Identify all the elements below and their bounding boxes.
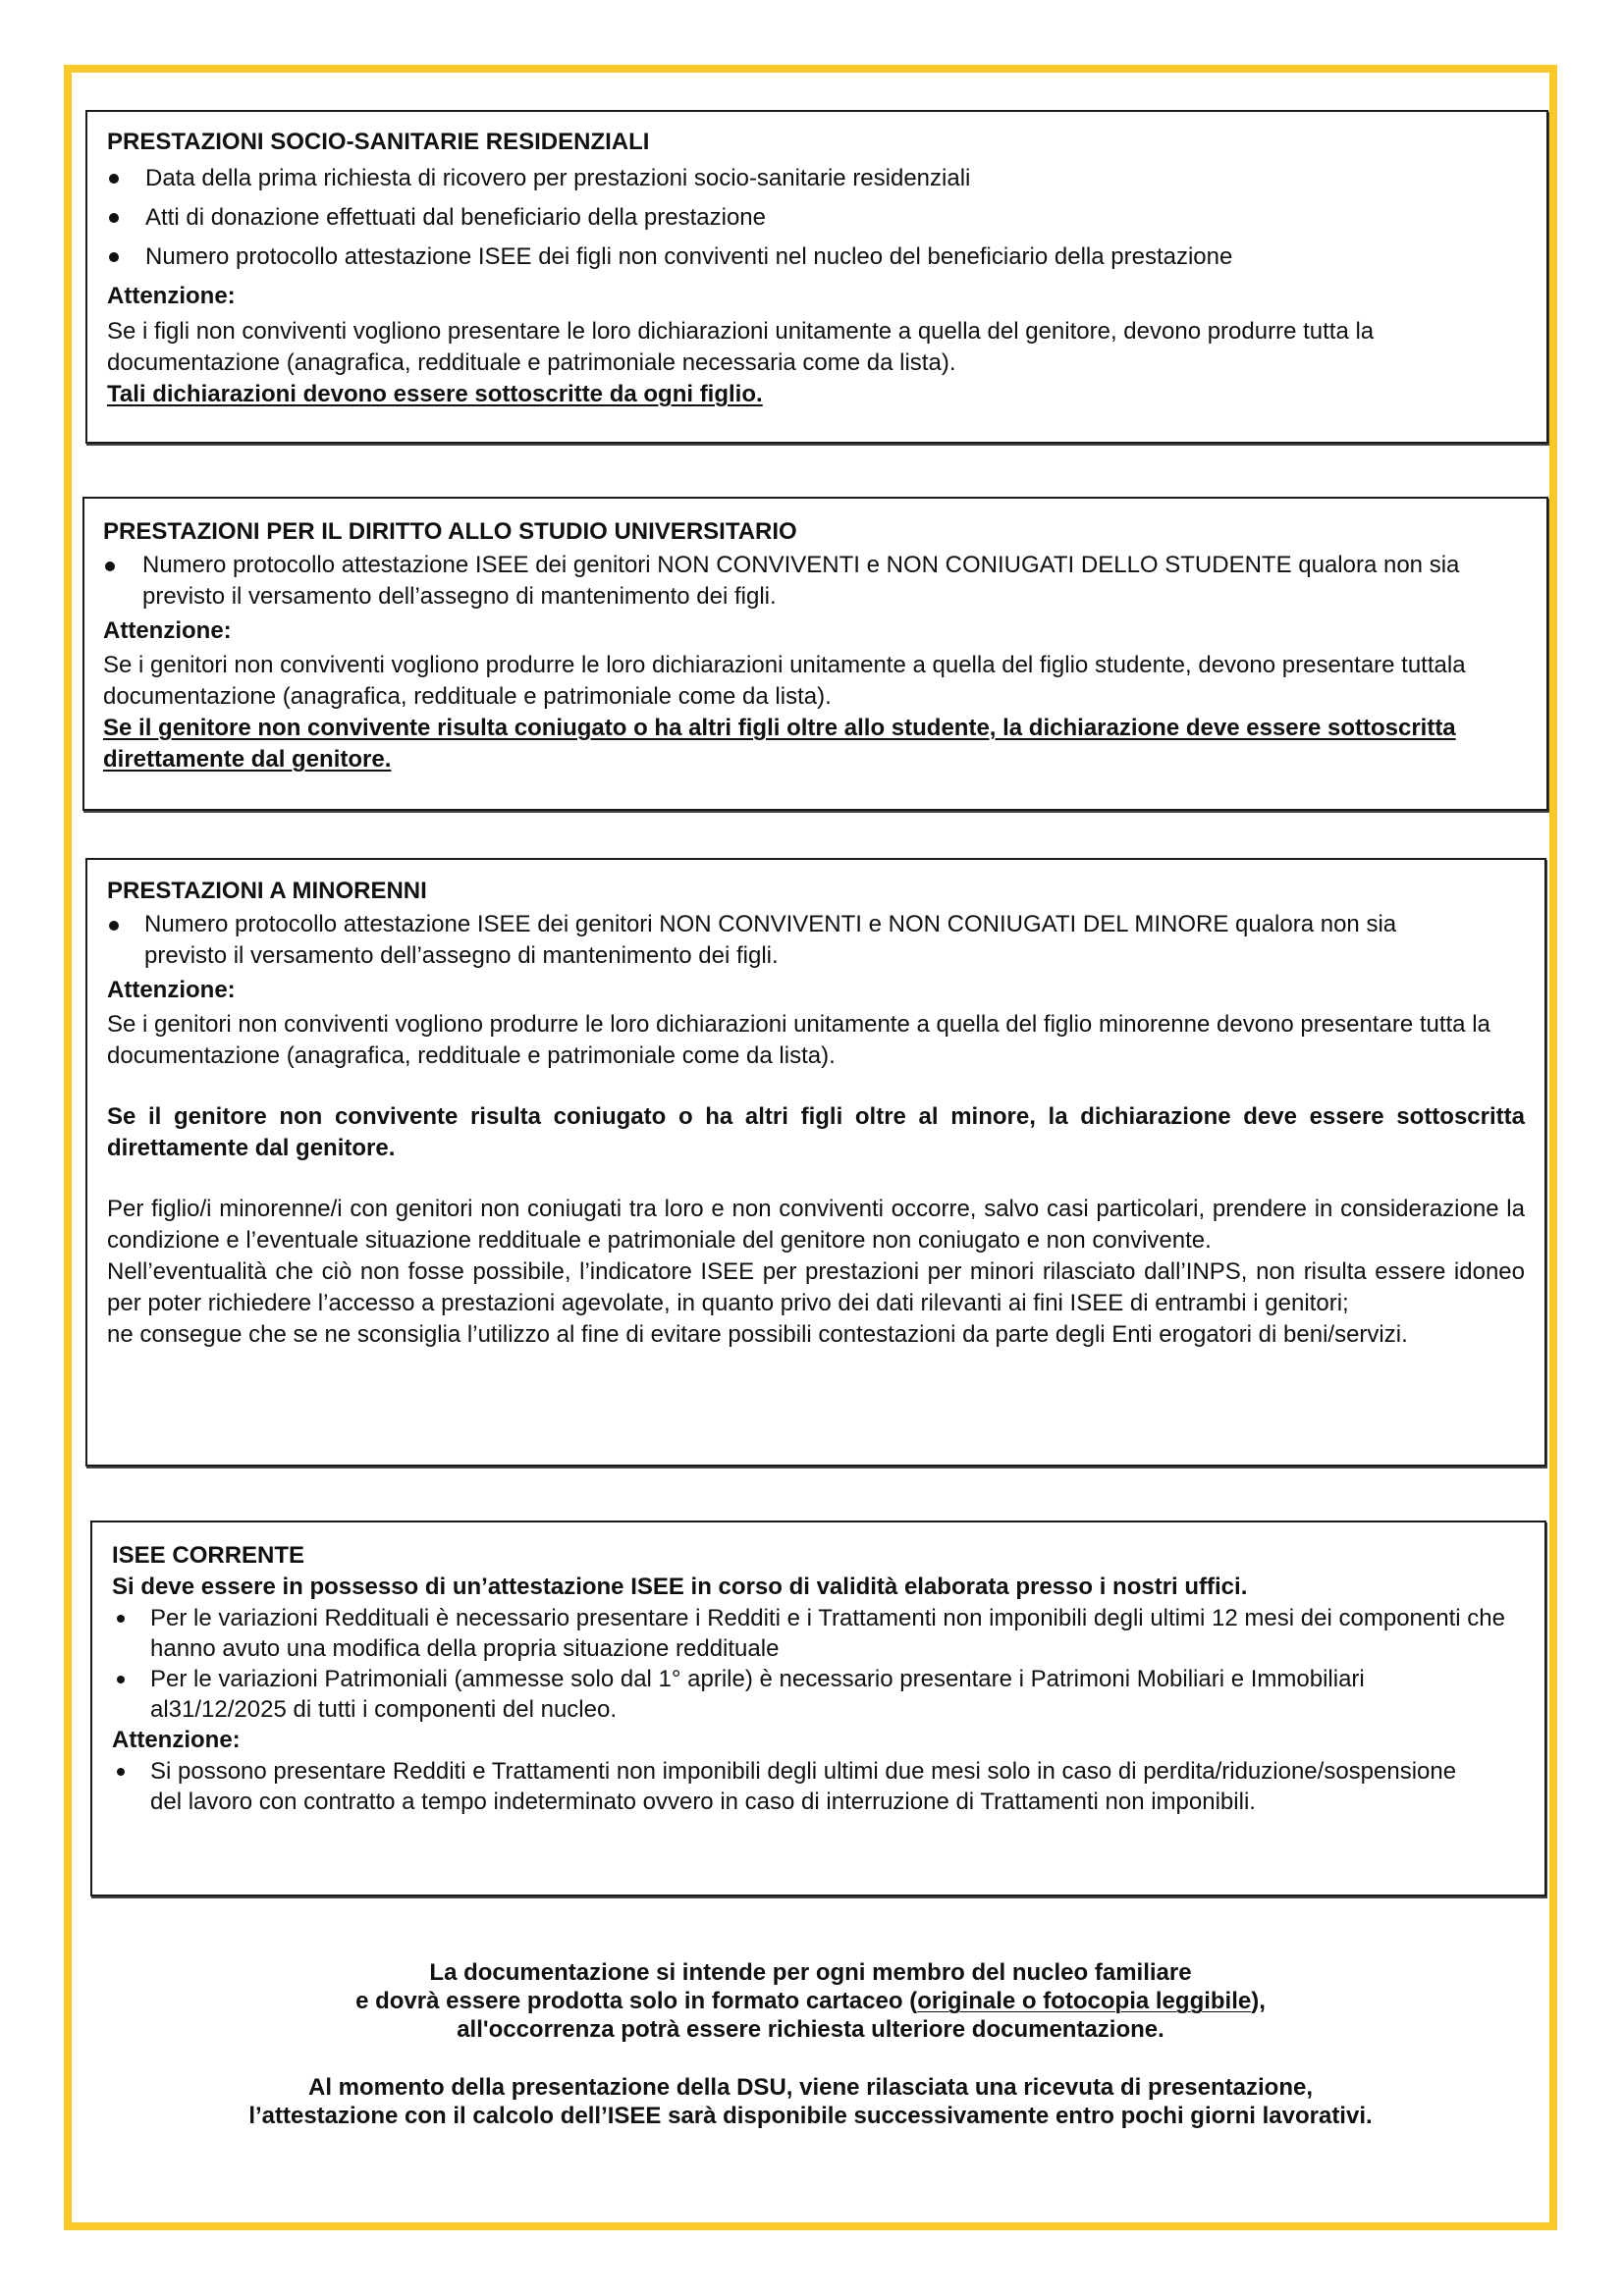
- list-item: Si possono presentare Redditi e Trattamenti non imponibili degli ultimi due mesi solo in caso di perdita/riduzione/sospensione del lavoro con contratto a tempo indeterminato ovvero in caso di interruzione di Trattamenti non imponibili.: [112, 1756, 1505, 1817]
- attention-label: Attenzione:: [112, 1727, 241, 1753]
- section-title: ISEE CORRENTE: [112, 1542, 305, 1569]
- footer-line: e dovrà essere prodotta solo in formato cartaceo (originale o fotocopia leggibile),: [355, 1988, 1266, 2014]
- list-item: Atti di donazione effettuati dal beneficiario della prestazione: [107, 198, 1527, 238]
- footer-line: l’attestazione con il calcolo dell’ISEE sarà disponibile successivamente entro pochi giorni lavorativi.: [248, 2103, 1373, 2129]
- bullet-dot-icon: [109, 252, 119, 262]
- bullet-dot-icon: [117, 1768, 125, 1776]
- section-diritto-studio: [82, 497, 1548, 811]
- attention-label: Attenzione:: [107, 283, 236, 309]
- bullet-dot-icon: [117, 1615, 125, 1623]
- section-socio-sanitarie: [85, 110, 1548, 444]
- section-minorenni: [85, 858, 1546, 1467]
- list-item: Numero protocollo attestazione ISEE dei genitori NON CONVIVENTI e NON CONIUGATI DEL MINORE qualora non sia previsto il versamento dell’assegno di mantenimento dei figli.: [107, 909, 1525, 972]
- section-title: PRESTAZIONI A MINORENNI: [107, 878, 427, 904]
- note-paragraph: ne consegue che se ne sconsiglia l’utilizzo al fine di evitare possibili contestazioni da parte degli Enti erogatori di beni/servizi.: [107, 1321, 1408, 1348]
- bullet-list: [112, 1603, 1505, 1725]
- footer-line: La documentazione si intende per ogni membro del nucleo familiare: [429, 1959, 1192, 1986]
- bullet-list: [103, 550, 1507, 613]
- list-item: Per le variazioni Reddituali è necessario presentare i Redditi e i Trattamenti non imponibili degli ultimi 12 mesi dei componenti che hanno avuto una modifica della propria situazione reddituale: [112, 1603, 1505, 1664]
- attention-emphasis: Se il genitore non convivente risulta coniugato o ha altri figli oltre allo studente, la dichiarazione deve essere sottoscritta direttamente dal genitore.: [103, 715, 1456, 773]
- section-isee-corrente: [90, 1521, 1546, 1896]
- list-item: Numero protocollo attestazione ISEE dei genitori NON CONVIVENTI e NON CONIUGATI DELLO STUDENTE qualora non sia previsto il versamento dell’assegno di mantenimento dei figli.: [103, 550, 1507, 613]
- section-title: PRESTAZIONI PER IL DIRITTO ALLO STUDIO UNIVERSITARIO: [103, 518, 797, 545]
- attention-emphasis: Tali dichiarazioni devono essere sottoscritte da ogni figlio.: [107, 381, 763, 407]
- attention-text: Se i figli non conviventi vogliono presentare le loro dichiarazioni unitamente a quella del genitore, devono produrre tutta la documentazione (anagrafica, reddituale e patrimoniale necessaria come da lista).: [107, 318, 1375, 376]
- section-subtitle: Si deve essere in possesso di un’attestazione ISEE in corso di validità elaborata presso i nostri uffici.: [112, 1574, 1248, 1600]
- footer-line: Al momento della presentazione della DSU, viene rilasciata una ricevuta di presentazione,: [308, 2074, 1313, 2101]
- footer-line: all'occorrenza potrà essere richiesta ulteriore documentazione.: [457, 2016, 1164, 2043]
- bullet-dot-icon: [105, 561, 115, 571]
- footer-note-documentation: [72, 1958, 1549, 2044]
- bullet-list: [107, 159, 1527, 277]
- section-title: PRESTAZIONI SOCIO-SANITARIE RESIDENZIALI: [107, 129, 650, 155]
- bullet-list: [107, 909, 1525, 972]
- list-item: Numero protocollo attestazione ISEE dei figli non conviventi nel nucleo del beneficiario della prestazione: [107, 238, 1527, 277]
- bullet-dot-icon: [109, 921, 119, 931]
- bullet-dot-icon: [109, 174, 119, 184]
- list-item: Per le variazioni Patrimoniali (ammesse solo dal 1° aprile) è necessario presentare i Patrimoni Mobiliari e Immobiliari al31/12/2025 di tutti i componenti del nucleo.: [112, 1664, 1505, 1725]
- bullet-dot-icon: [117, 1676, 125, 1683]
- footer-underlined-text: originale o fotocopia leggibile: [917, 1988, 1252, 2014]
- list-item: Data della prima richiesta di ricovero per prestazioni socio-sanitarie residenziali: [107, 159, 1527, 198]
- attention-text: Se i genitori non conviventi vogliono produrre le loro dichiarazioni unitamente a quella del figlio minorenne devono presentare tutta la documentazione (anagrafica, reddituale e patrimoniale come da lista).: [107, 1011, 1490, 1069]
- attention-label: Attenzione:: [107, 977, 236, 1003]
- attention-label: Attenzione:: [103, 617, 232, 644]
- attention-text: Se i genitori non conviventi vogliono produrre le loro dichiarazioni unitamente a quella del figlio studente, devono presentare tuttala documentazione (anagrafica, reddituale e patrimoniale come da lista).: [103, 652, 1466, 710]
- note-paragraph: Per figlio/i minorenne/i con genitori non coniugati tra loro e non conviventi occorre, salvo casi particolari, prendere in considerazione la condizione e l’eventuale situazione reddituale e patrimoniale del genitore non coniugato e non convivente.: [107, 1196, 1525, 1254]
- note-paragraph: Nell’eventualità che ciò non fosse possibile, l’indicatore ISEE per prestazioni per minori rilasciato dall’INPS, non risulta essere idoneo per poter richiedere l’accesso a prestazioni agevolate, in quanto privo dei dati rilevanti ai fini ISEE di entrambi i genitori;: [107, 1258, 1525, 1316]
- footer-note-dsu: [72, 2073, 1549, 2130]
- attention-emphasis: Se il genitore non convivente risulta coniugato o ha altri figli oltre al minore, la dichiarazione deve essere sottoscritta direttamente dal genitore.: [107, 1103, 1525, 1161]
- bullet-dot-icon: [109, 213, 119, 223]
- attention-bullet-list: [112, 1756, 1505, 1817]
